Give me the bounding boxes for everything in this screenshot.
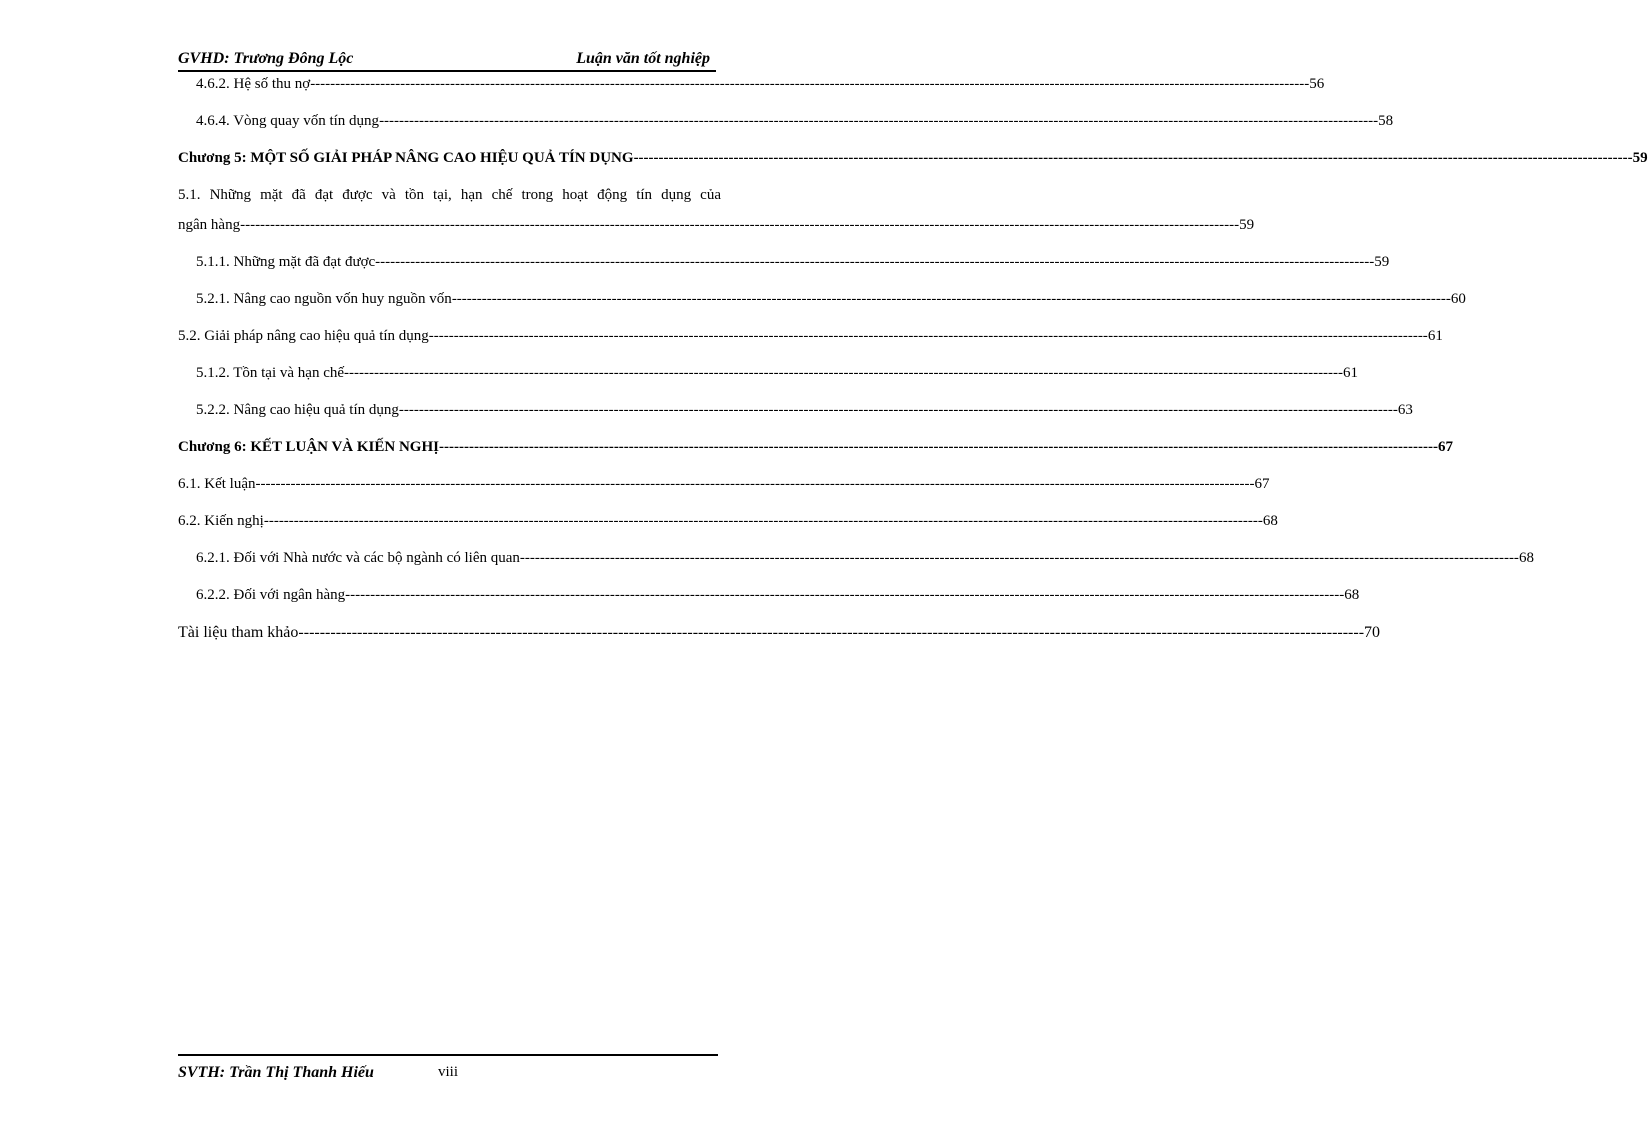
toc-entry-title: 6.1. Kết luận: [178, 476, 256, 492]
toc-entry-title: 5.2. Giải pháp nâng cao hiệu quả tín dụng: [178, 328, 429, 344]
dot-leader: --------------------------------------------------------------------------------------------------------------------------------------------------------------------------------------------------------: [344, 365, 1344, 381]
toc-chapter-entry: [178, 150, 1648, 167]
page-footer: [178, 1054, 718, 1080]
dot-leader: --------------------------------------------------------------------------------------------------------------------------------------------------------------------------------------------------------: [240, 217, 1240, 233]
toc-entry-page: 68: [1344, 587, 1360, 603]
toc-entry-title: 6.2. Kiến nghị: [178, 513, 264, 529]
toc-entry-page: 59: [1632, 150, 1648, 166]
toc-entry-page: 61: [1427, 328, 1443, 344]
toc-entry-page: 60: [1450, 291, 1466, 307]
dot-leader: --------------------------------------------------------------------------------------------------------------------------------------------------------------------------------------------------------: [428, 328, 1428, 344]
toc-entry-page: 67: [1438, 439, 1454, 455]
toc-entry-title: 5.1.1. Những mặt đã đạt được: [196, 254, 376, 270]
toc-entry: [178, 76, 1325, 93]
dot-leader: --------------------------------------------------------------------------------------------------------------------------------------------------------------------------------------------------------: [345, 587, 1345, 603]
dot-leader: --------------------------------------------------------------------------------------------------------------------------------------------------------------------------------------------------------: [451, 291, 1451, 307]
page-header: [178, 50, 716, 72]
advisor-name: GVHD: Trương Đông Lộc: [178, 50, 354, 67]
toc-entry-page: 56: [1309, 76, 1325, 92]
toc-entry-page: 61: [1343, 365, 1359, 381]
toc-entry-page: 67: [1254, 476, 1270, 492]
table-of-contents: [178, 76, 1648, 642]
chapter-title: : MỘT SỐ GIẢI PHÁP NÂNG CAO HIỆU QUẢ TÍN DỤNG: [241, 150, 634, 166]
toc-entry-page: 63: [1397, 402, 1413, 418]
toc-entry-title: 4.6.4. Vòng quay vốn tín dụng: [196, 113, 380, 129]
page-number: viii: [438, 1064, 459, 1080]
toc-chapter-entry: [178, 439, 1454, 456]
toc-entry-title: 6.2.1. Đối với Nhà nước và các bộ ngành có liên quan: [196, 550, 520, 566]
toc-entry: [178, 328, 1443, 345]
toc-entry-title: 5.2.2. Nâng cao hiệu quả tín dụng: [196, 402, 399, 418]
toc-entry-page: 59: [1239, 217, 1255, 233]
toc-entry-title: Tài liệu tham khảo: [178, 624, 299, 641]
chapter-label: Chương 5: [178, 150, 242, 166]
dot-leader: --------------------------------------------------------------------------------------------------------------------------------------------------------------------------------------------------------: [375, 254, 1375, 270]
toc-entry-title: Chương 6: KẾT LUẬN VÀ KIẾN NGHỊ: [178, 439, 439, 455]
dot-leader: --------------------------------------------------------------------------------------------------------------------------------------------------------------------------------------------------------: [438, 439, 1439, 455]
thesis-type: Luận văn tốt nghiệp: [576, 50, 710, 67]
toc-entry: [178, 550, 1534, 567]
dot-leader: --------------------------------------------------------------------------------------------------------------------------------------------------------------------------------------------------------: [519, 550, 1519, 566]
student-name: SVTH: Trần Thị Thanh Hiếu: [178, 1064, 374, 1081]
toc-entry-title-line1: 5.1. Những mặt đã đạt được và tồn tại, hạn chế trong hoạt động tín dụng của: [178, 187, 721, 203]
toc-entry: [178, 402, 1413, 419]
dot-leader: --------------------------------------------------------------------------------------------------------------------------------------------------------------------------------------------------------: [263, 513, 1263, 529]
toc-entry-title: ngân hàng: [178, 217, 241, 233]
toc-entry-page: 58: [1378, 113, 1394, 129]
dot-leader: --------------------------------------------------------------------------------------------------------------------------------------------------------------------------------------------------------: [633, 150, 1633, 166]
toc-entry-page: 68: [1262, 513, 1278, 529]
dot-leader: --------------------------------------------------------------------------------------------------------------------------------------------------------------------------------------------------------: [310, 76, 1310, 92]
toc-entry: [178, 365, 1359, 382]
toc-entry: [178, 587, 1360, 604]
toc-entry-title: [178, 150, 634, 167]
dot-leader: --------------------------------------------------------------------------------------------------------------------------------------------------------------------------------------------------------: [379, 113, 1379, 129]
toc-entry-title: 5.1.2. Tồn tại và hạn chế: [196, 365, 345, 381]
dot-leader: --------------------------------------------------------------------------------------------------------------------------------------------------------------------------------------------------------: [298, 624, 1365, 641]
toc-entry: [178, 291, 1466, 308]
toc-entry-title: 6.2.2. Đối với ngân hàng: [196, 587, 346, 603]
toc-entry: [178, 513, 1278, 530]
toc-entry-title: 4.6.2. Hệ số thu nợ: [196, 76, 311, 92]
toc-entry-page: 70: [1364, 624, 1381, 641]
toc-entry: [178, 217, 1255, 234]
toc-entry: [178, 113, 1394, 130]
toc-entry-title: 5.2.1. Nâng cao nguồn vốn huy nguồn vốn: [196, 291, 452, 307]
toc-entry-multiline: [178, 187, 1255, 234]
dot-leader: --------------------------------------------------------------------------------------------------------------------------------------------------------------------------------------------------------: [255, 476, 1255, 492]
toc-entry: [178, 476, 1270, 493]
toc-entry-page: 68: [1518, 550, 1534, 566]
dot-leader: --------------------------------------------------------------------------------------------------------------------------------------------------------------------------------------------------------: [398, 402, 1398, 418]
toc-entry: [178, 624, 1381, 642]
toc-entry-page: 59: [1374, 254, 1390, 270]
toc-entry: [178, 254, 1390, 271]
